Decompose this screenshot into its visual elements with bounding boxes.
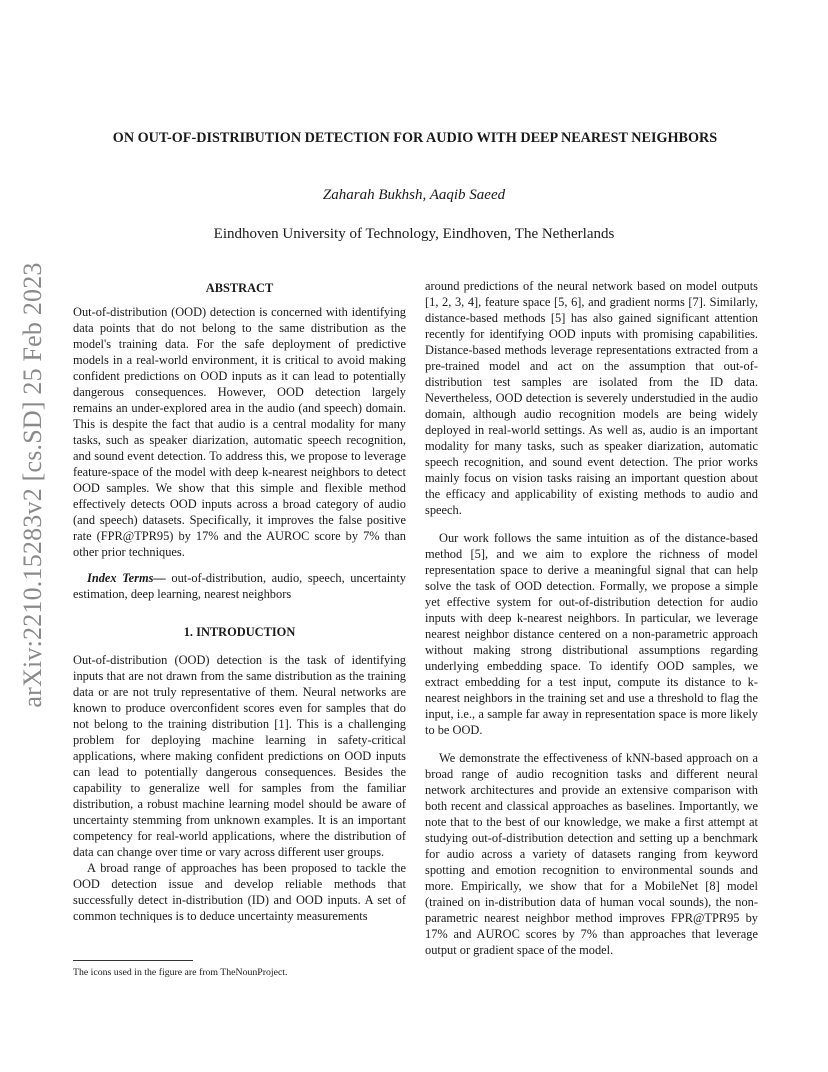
intro-paragraph-2: A broad range of approaches has been proposed to tackle the OOD detection issue and develop reliable methods that successfully detect in-distribution (ID) and OOD inputs. A set of common techniques is to deduce uncertainty measurements — [73, 861, 406, 923]
index-terms — [73, 570, 406, 602]
abstract-text: Out-of-distribution (OOD) detection is concerned with identifying data points that do not belong to the same distribution as the model's training data. For the safe deployment of predictive models in a real-world environment, it is critical to avoid making confident predictions on OOD inputs as it can lead to potentially dangerous consequences. However, OOD detection largely remains an under-explored area in the audio (and speech) domain. This is despite the fact that audio is a central modality for many tasks, such as speaker diarization, automatic speech recognition, and sound event detection. To address this, we propose to leverage feature-space of the model with deep k-nearest neighbors to detect OOD samples. We show that this simple and flexible method effectively detects OOD inputs across a broad category of audio (and speech) datasets. Specifically, it improves the false positive rate (FPR@TPR95) by 17% and the AUROC score by 7% than other prior techniques. — [73, 305, 406, 559]
abstract-heading: ABSTRACT — [205, 281, 274, 295]
paper-title: ON OUT-OF-DISTRIBUTION DETECTION FOR AUDIO WITH DEEP NEAREST NEIGHBORS — [112, 130, 718, 146]
paper-affiliation: Eindhoven University of Technology, Eindhoven, The Netherlands — [213, 226, 615, 242]
footnote-text: The icons used in the figure are from TheNounProject. — [73, 967, 288, 978]
introduction-heading: 1. INTRODUCTION — [183, 625, 296, 639]
right-paragraph-2: Our work follows the same intuition as of the distance-based method [5], and we aim to explore the richness of model representation space to derive a meaningful signal that can help solve the task of OOD detection. Formally, we propose a simple yet effective system for out-of-distribution detection for audio inputs with deep k-nearest neighbors. In particular, we leverage nearest neighbor distance centered on a non-parametric approach without making strong distributional assumptions regarding underlying embedding space. To identify OOD samples, we extract embedding for a test input, compute its distance to k-nearest neighbors in the training set and use a threshold to flag the input, i.e., a sample far away in representation space is more likely to be OOD. — [425, 531, 758, 737]
right-column — [425, 278, 758, 958]
footnote-rule — [73, 960, 193, 961]
arxiv-stamp-text: arXiv:2210.15283v2 [cs.SD] 25 Feb 2023 — [18, 262, 47, 708]
arxiv-stamp — [18, 262, 48, 708]
paper-authors: Zaharah Bukhsh, Aaqib Saeed — [322, 187, 506, 203]
index-terms-text: out-of-distribution, audio, speech, uncertainty estimation, deep learning, nearest neighbors — [73, 571, 407, 601]
right-paragraph-1: around predictions of the neural network based on model outputs [1, 2, 3, 4], feature space [5, 6], and gradient norms [7]. Similarly, distance-based methods [5] has also gained significant attention recently for identifying OOD inputs with promising capabilities. Distance-based methods leverage representations extracted from a pre-trained model and act on the assumption that out-of-distribution test samples are isolated from the ID data. Nevertheless, OOD detection is severely understudied in the audio domain, although audio recognition models are being widely deployed in real-world settings. As well as, audio is an important modality for many tasks, such as speaker diarization, automatic speech recognition, and sound event detection. The prior works mainly focus on vision tasks raising an important question about the efficacy and applicability of existing methods to audio and speech. — [425, 279, 758, 517]
footnote — [73, 960, 406, 979]
index-terms-label: Index Terms— — [87, 571, 166, 585]
left-column — [73, 280, 406, 924]
intro-paragraph-1: Out-of-distribution (OOD) detection is the task of identifying inputs that are not drawn from the same distribution as the training data or are not truly representative of them. Neural networks are known to produce overconfident scores even for samples that do not belong to the training distribution [1]. This is a challenging problem for deploying machine learning in safety-critical applications, where making confident predictions on OOD inputs can lead to potentially dangerous consequences. Besides the capability to generalize well for samples from the familiar distribution, a robust machine learning model should be aware of uncertainty stemming from unknown examples. It is an important competency for real-world applications, where the distribution of data can change over time or vary across different user groups. — [73, 653, 406, 859]
right-paragraph-3: We demonstrate the effectiveness of kNN-based approach on a broad range of audio recognition tasks and different neural network architectures and provide an extensive comparison with both recent and classical approaches as baselines. Importantly, we note that to the best of our knowledge, we make a first attempt at studying out-of-distribution detection and setting up a benchmark for audio across a variety of datasets ranging from keyword spotting and emotion recognition to environmental sounds and more. Empirically, we show that for a MobileNet [8] model (trained on in-distribution data of human vocal sounds), the non-parametric nearest neighbor method improves FPR@TPR95 by 17% and AUROC scores by 7% than approaches that leverage output or gradient space of the model. — [425, 751, 758, 957]
